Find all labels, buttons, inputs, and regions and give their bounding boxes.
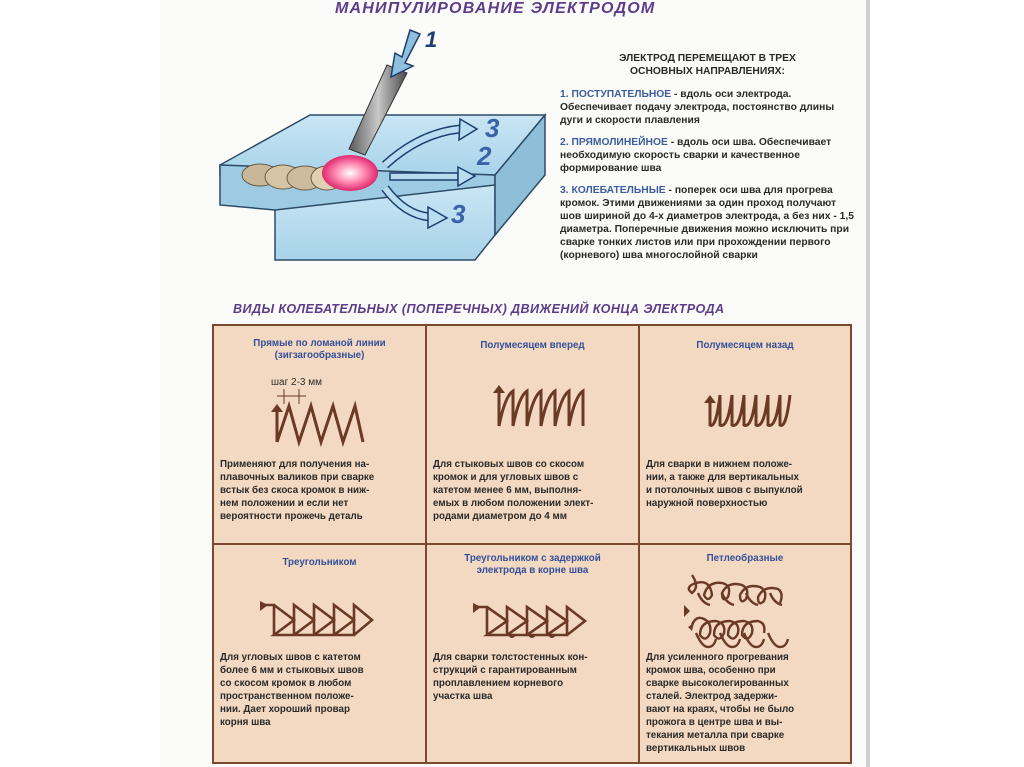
- cell-triangle: [214, 545, 425, 762]
- cell-title: Треугольником: [282, 557, 357, 568]
- cell-description: Для сварки в нижнем положе- нии, а также для вертикальных и потолочных швов с выпуклой наружной поверхностью: [646, 459, 803, 509]
- cell-description: Для стыковых швов со скосом кромок и для угловых швов с катетом менее 6 мм, выполня- емых в любом положении элект- родами диаметром до 4 мм: [433, 459, 594, 522]
- electrode-illustration: [215, 25, 555, 265]
- zigzag-pattern: [259, 374, 379, 449]
- intro-text: [560, 52, 855, 271]
- triangle-delay-pattern: [467, 595, 597, 645]
- direction-2: 2. ПРЯМОЛИНЕЙНОЕ - вдоль оси шва. Обеспечивает необходимую скорость сварки и качественное формирование шва: [560, 137, 832, 174]
- cell-title: Треугольником с задержкой электрода в корне шва: [464, 553, 601, 576]
- cell-triangle-delay: [427, 545, 638, 762]
- svg-text:3: 3: [485, 113, 500, 143]
- direction-3: 3. КОЛЕБАТЕЛЬНЫЕ - поперек оси шва для прогрева кромок. Этими движениями за один проход получают шов шириной до 4-х диаметров электрода, а без них - 1,5 диаметра. Поперечные движения можно исключить при сварке тонких листов или при прохождении первого (корневого) шва многослойной сварки: [560, 185, 854, 261]
- svg-text:2: 2: [477, 141, 492, 171]
- cell-description: Для сварки толстостенных кон- струкций с гарантированным проплавлением корневого участка шва: [433, 652, 588, 702]
- cell-title: Полумесяцем вперед: [480, 340, 585, 351]
- cell-title: Полумесяцем назад: [696, 340, 794, 351]
- cell-title: Петлеобразные: [706, 553, 784, 564]
- svg-text:1: 1: [425, 27, 438, 52]
- cell-description: Применяют для получения на- плавочных валиков при сварке встык без скоса кромок в ниж- нем положении и если нет вероятности прожечь деталь: [220, 459, 375, 522]
- cell-loops: [640, 545, 850, 762]
- crescent-back-pattern: [690, 381, 810, 436]
- cell-description: Для усиленного прогревания кромок шва, особенно при сварке высоколегированных сталей. Электрод задержи- вают на краях, чтобы не было прожога в центре шва и вы- текания металла при сварке вертикальных швов: [646, 652, 795, 754]
- svg-text:шаг 2-3 мм: шаг 2-3 мм: [271, 377, 322, 388]
- cell-crescent-forward: [427, 326, 638, 543]
- loops-pattern: [682, 571, 812, 655]
- cell-title: Прямые по ломаной линии (зигзагообразные): [253, 338, 386, 361]
- cell-crescent-back: [640, 326, 850, 543]
- page-edge: [866, 0, 870, 767]
- crescent-forward-pattern: [477, 381, 597, 436]
- direction-1: 1. ПОСТУПАТЕЛЬНОЕ - вдоль оси электрода. Обеспечивает подачу электрода, постоянство длины дуги и скорости плавления: [560, 89, 835, 126]
- cell-zigzag: [214, 326, 425, 543]
- arrow-1: [391, 27, 437, 77]
- page-title: МАНИПУЛИРОВАНИЕ ЭЛЕКТРОДОМ: [335, 0, 656, 17]
- intro-heading: ЭЛЕКТРОД ПЕРЕМЕЩАЮТ В ТРЕХ ОСНОВНЫХ НАПРАВЛЕНИЯХ:: [619, 53, 796, 77]
- cell-description: Для угловых швов с катетом более 6 мм и стыковых швов со скосом кромок в любом пространственном положе- нии. Дает хороший провар корня шва: [220, 652, 364, 728]
- motion-types-table: [212, 324, 852, 764]
- section-title: ВИДЫ КОЛЕБАТЕЛЬНЫХ (ПОПЕРЕЧНЫХ) ДВИЖЕНИЙ КОНЦА ЭЛЕКТРОДА: [233, 302, 725, 316]
- welding-arc: [322, 155, 378, 191]
- svg-text:3: 3: [451, 199, 466, 229]
- triangle-pattern: [254, 593, 384, 643]
